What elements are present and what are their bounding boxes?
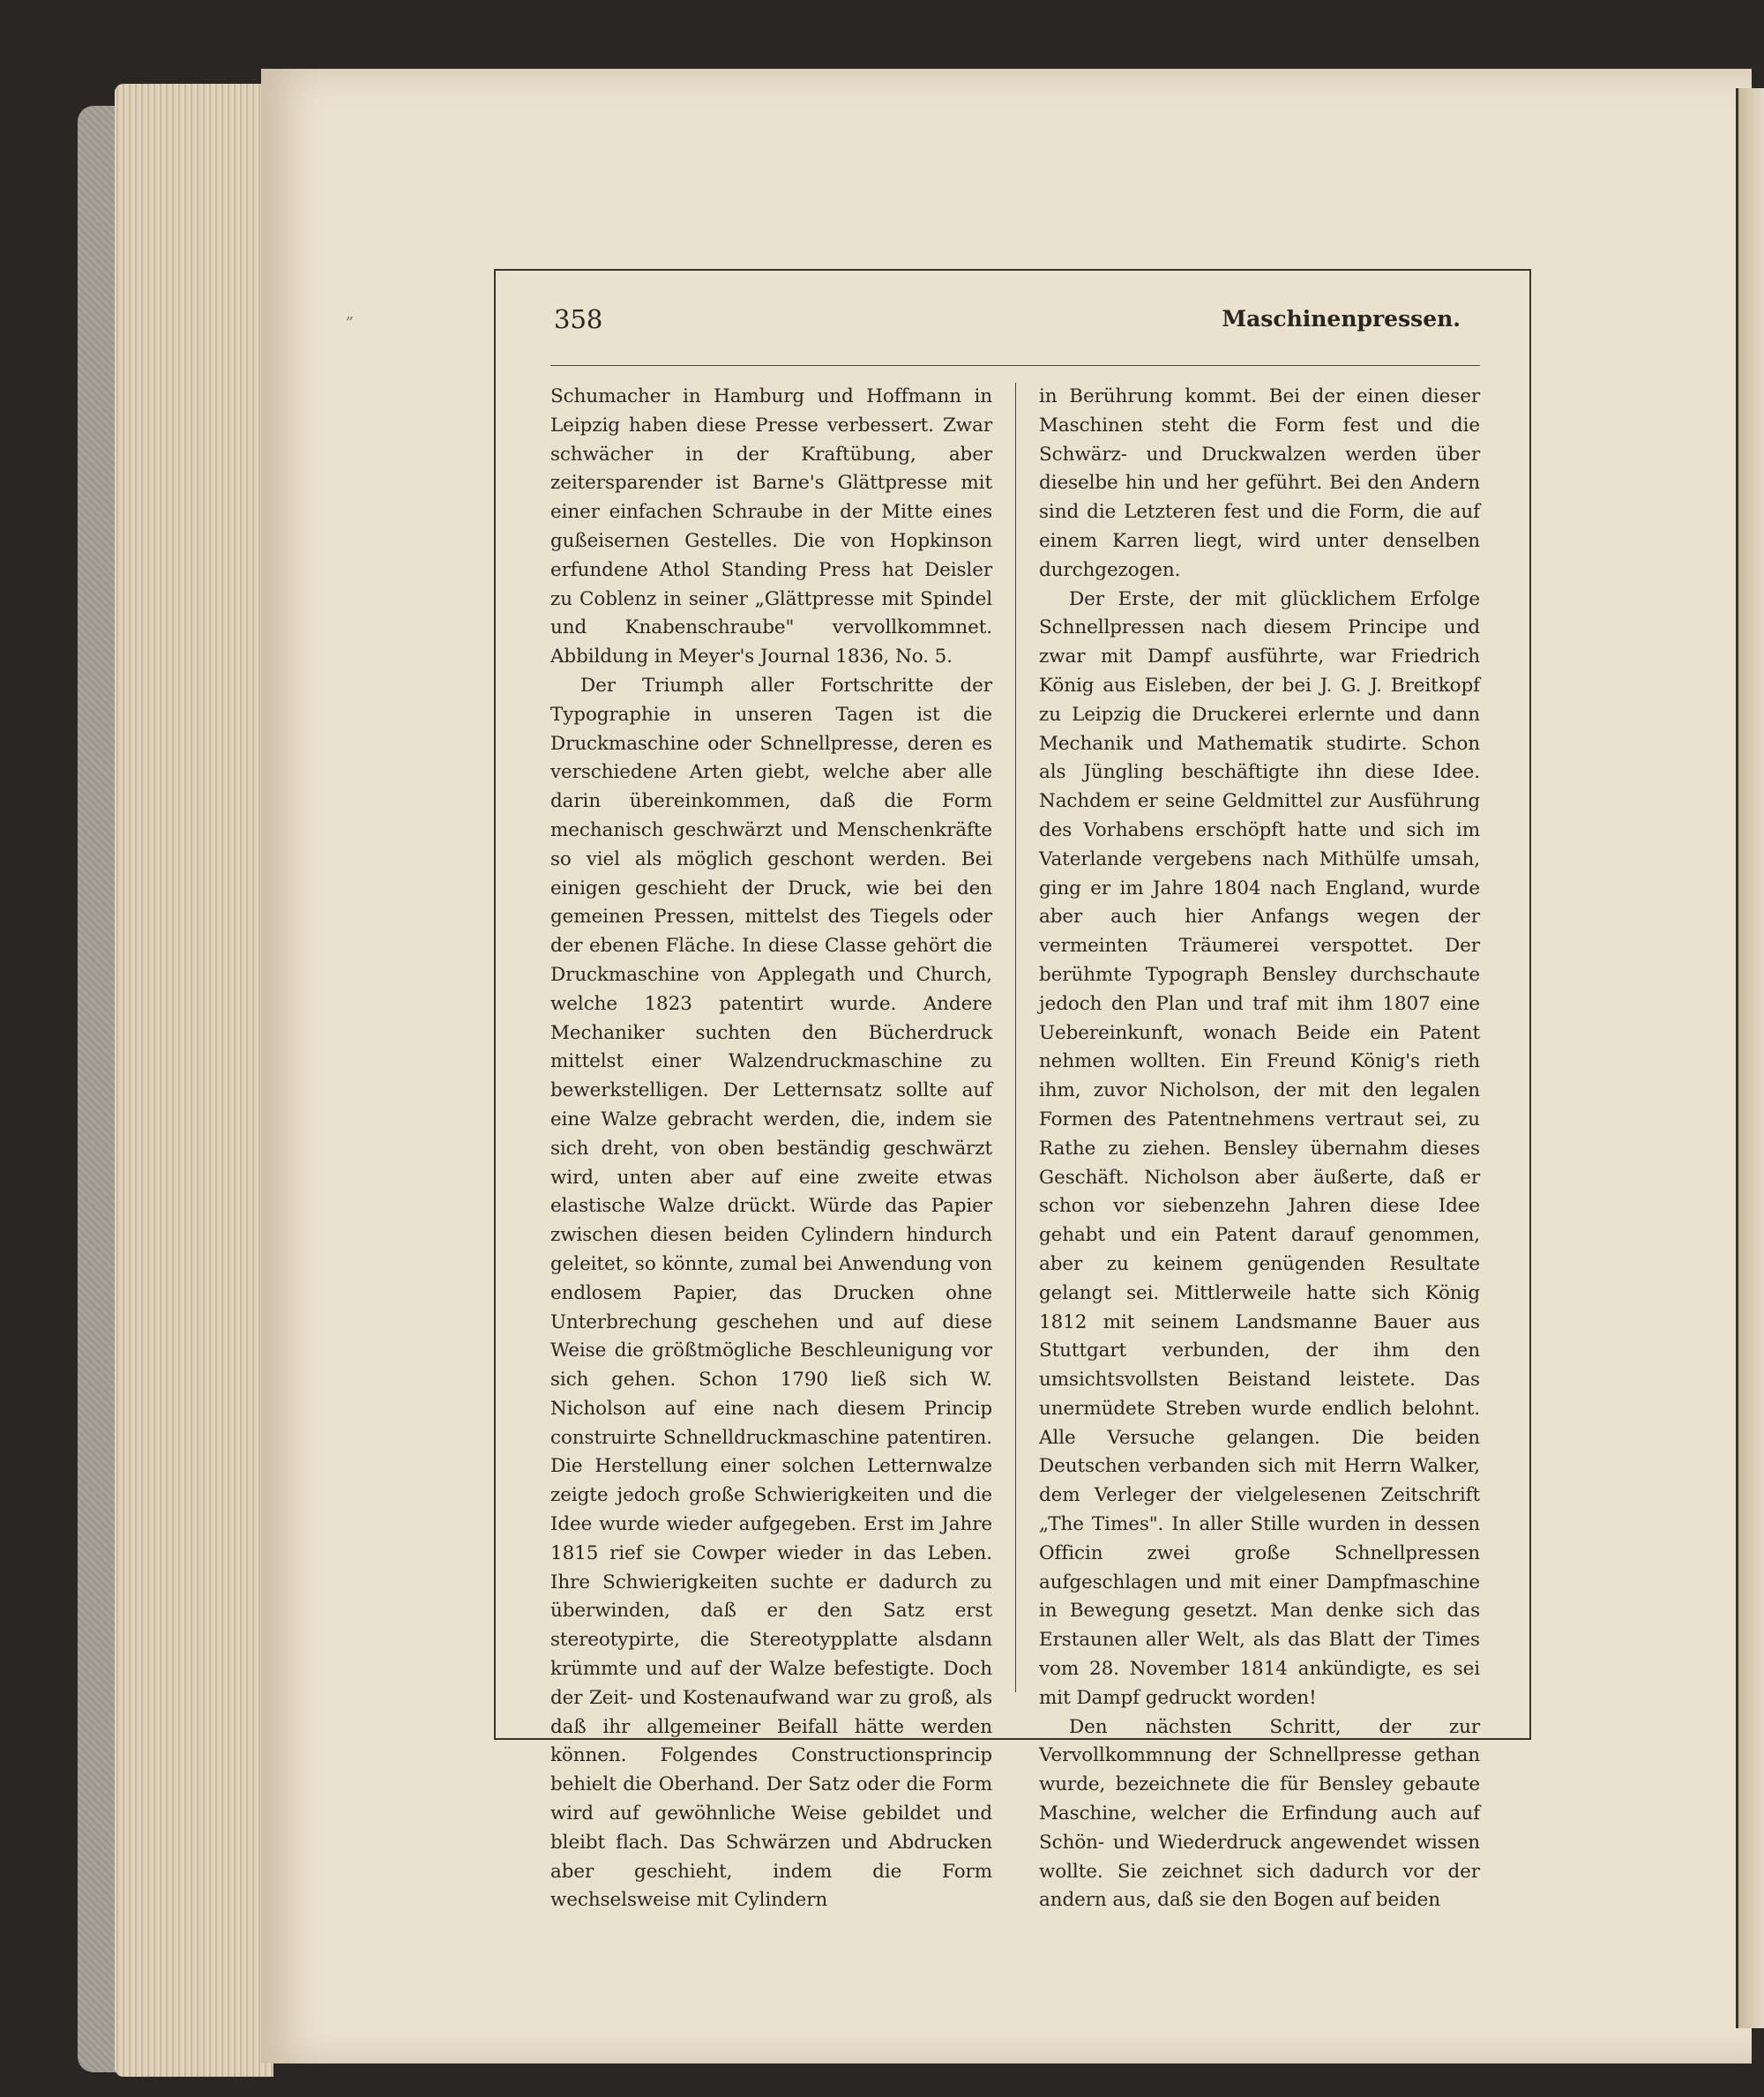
margin-mark: „ [346,304,355,323]
next-page-edge [1736,88,1764,2028]
right-column [1015,383,1480,1912]
running-title: Maschinenpressen. [1222,306,1461,332]
paragraph: Der Erste, der mit glücklichem Erfolge Schnellpressen nach diesem Principe und zwar mit Dampf ausführte, war Friedrich König aus Eisleben, der bei J. G. J. Breitkopf zu Leipzig die Druckerei erlernte und dann Mechanik und Mathematik studirte. Schon als Jüngling beschäftigte ihn diese Idee. Nachdem er seine Geldmittel zur Ausführung des Vorhabens erschöpft hatte und sich im Vaterlande vergebens nach Mithülfe umsah, ging er im Jahre 1804 nach England, wurde aber auch hier Anfangs wegen der vermeinten Träumerei verspottet. Der berühmte Typograph Bensley durchschaute jedoch den Plan und traf mit ihm 1807 eine Uebereinkunft, wonach Beide ein Patent nehmen wollten. Ein Freund König's rieth ihm, zuvor Nicholson, der mit den legalen Formen des Patentnehmens vertraut sei, zu Rathe zu ziehen. Bensley übernahm dieses Geschäft. Nicholson aber äußerte, daß er schon vor siebenzehn Jahren diese Idee gehabt und ein Patent darauf genommen, aber zu keinem genügenden Resultate gelangt sei. Mittlerweile hatte sich König 1812 mit seinem Landsmanne Bauer aus Stuttgart verbunden, der ihm den umsichtsvollsten Beistand leistete. Das unermüdete Streben wurde endlich belohnt. Alle Versuche gelangen. Die beiden Deutschen verbanden sich mit Herrn Walker, dem Verleger der vielgelesenen Zeitschrift „The Times". In aller Stille wurden in dessen Officin zwei große Schnellpressen aufgeschlagen und mit einer Dampfmaschine in Bewegung gesetzt. Man denke sich das Erstaunen aller Welt, als das Blatt der Times vom 28. November 1814 ankündigte, es sei mit Dampf gedruckt worden! [1039,587,1480,1709]
page-header [496,295,1529,345]
left-column [550,383,1015,1912]
paragraph: in Berührung kommt. Bei der einen dieser Maschinen steht die Form fest und die Schwärz- und Druckwalzen werden über dieselbe hin und her geführt. Bei den Andern sind die Letzteren fest und die Form, die auf einem Karren liegt, wird unter denselben durchgezogen. [1039,385,1480,581]
page-edges [115,84,273,2077]
paragraph: Den nächsten Schritt, der zur Vervollkommnung der Schnellpresse gethan wurde, bezeichnete die für Bensley gebaute Maschine, welcher die Erfindung auch auf Schön- und Wiederdruck angewendet wissen wollte. Sie zeichnet sich dadurch vor der andern aus, daß sie den Bogen auf beiden [1039,1715,1480,1912]
text-columns [550,383,1480,1912]
paragraph: Schumacher in Hamburg und Hoffmann in Leipzig haben diese Presse verbessert. Zwar schwächer in der Kraftübung, aber zeitersparender ist Barne's Glättpresse mit einer einfachen Schraube in der Mitte eines gußeisernen Gestelles. Die von Hopkinson erfundene Athol Standing Press hat Deisler zu Coblenz in seiner „Glättpresse mit Spindel und Knabenschraube" vervollkommnet. Abbildung in Meyer's Journal 1836, No. 5. [550,385,992,668]
header-rule [550,365,1480,366]
text-frame [494,269,1531,1912]
paragraph: Der Triumph aller Fortschritte der Typographie in unseren Tagen ist die Druckmaschine oder Schnellpresse, deren es verschiedene Arten giebt, welche aber alle darin übereinkommen, daß die Form mechanisch geschwärzt und Menschenkräfte so viel als möglich geschont werden. Bei einigen geschieht der Druck, wie bei den gemeinen Pressen, mittelst des Tiegels oder der ebenen Fläche. In diese Classe gehört die Druckmaschine von Applegath und Church, welche 1823 patentirt wurde. Andere Mechaniker suchten den Bücherdruck mittelst einer Walzendruckmaschine zu bewerkstelligen. Der Letternsatz sollte auf eine Walze gebracht werden, die, indem sie sich dreht, von oben beständig geschwärzt wird, unten aber auf eine zweite etwas elastische Walze drückt. Würde das Papier zwischen diesen beiden Cylindern hindurch geleitet, so könnte, zumal bei Anwendung von endlosem Papier, das Drucken ohne Unterbrechung geschehen und auf diese Weise die größtmögliche Beschleunigung vor sich gehen. Schon 1790 ließ sich W. Nicholson auf eine nach diesem Princip construirte Schnelldruckmaschine patentiren. Die Herstellung einer solchen Letternwalze zeigte jedoch große Schwierigkeiten und die Idee wurde wieder aufgegeben. Erst im Jahre 1815 rief sie Cowper wieder in das Leben. Ihre Schwierigkeiten suchte er dadurch zu überwinden, daß er den Satz erst stereotypirte, die Stereotypplatte alsdann krümmte und auf der Walze befestigte. Doch der Zeit- und Kostenaufwand war zu groß, als daß ihr allgemeiner Beifall hätte werden können. Folgendes Constructionsprincip behielt die Oberhand. Der Satz oder die Form wird auf gewöhnliche Weise gebildet und bleibt flach. Das Schwärzen und Abdrucken aber geschieht, indem die Form wechselsweise mit Cylindern [550,674,992,1912]
page-number: 358 [554,304,603,334]
